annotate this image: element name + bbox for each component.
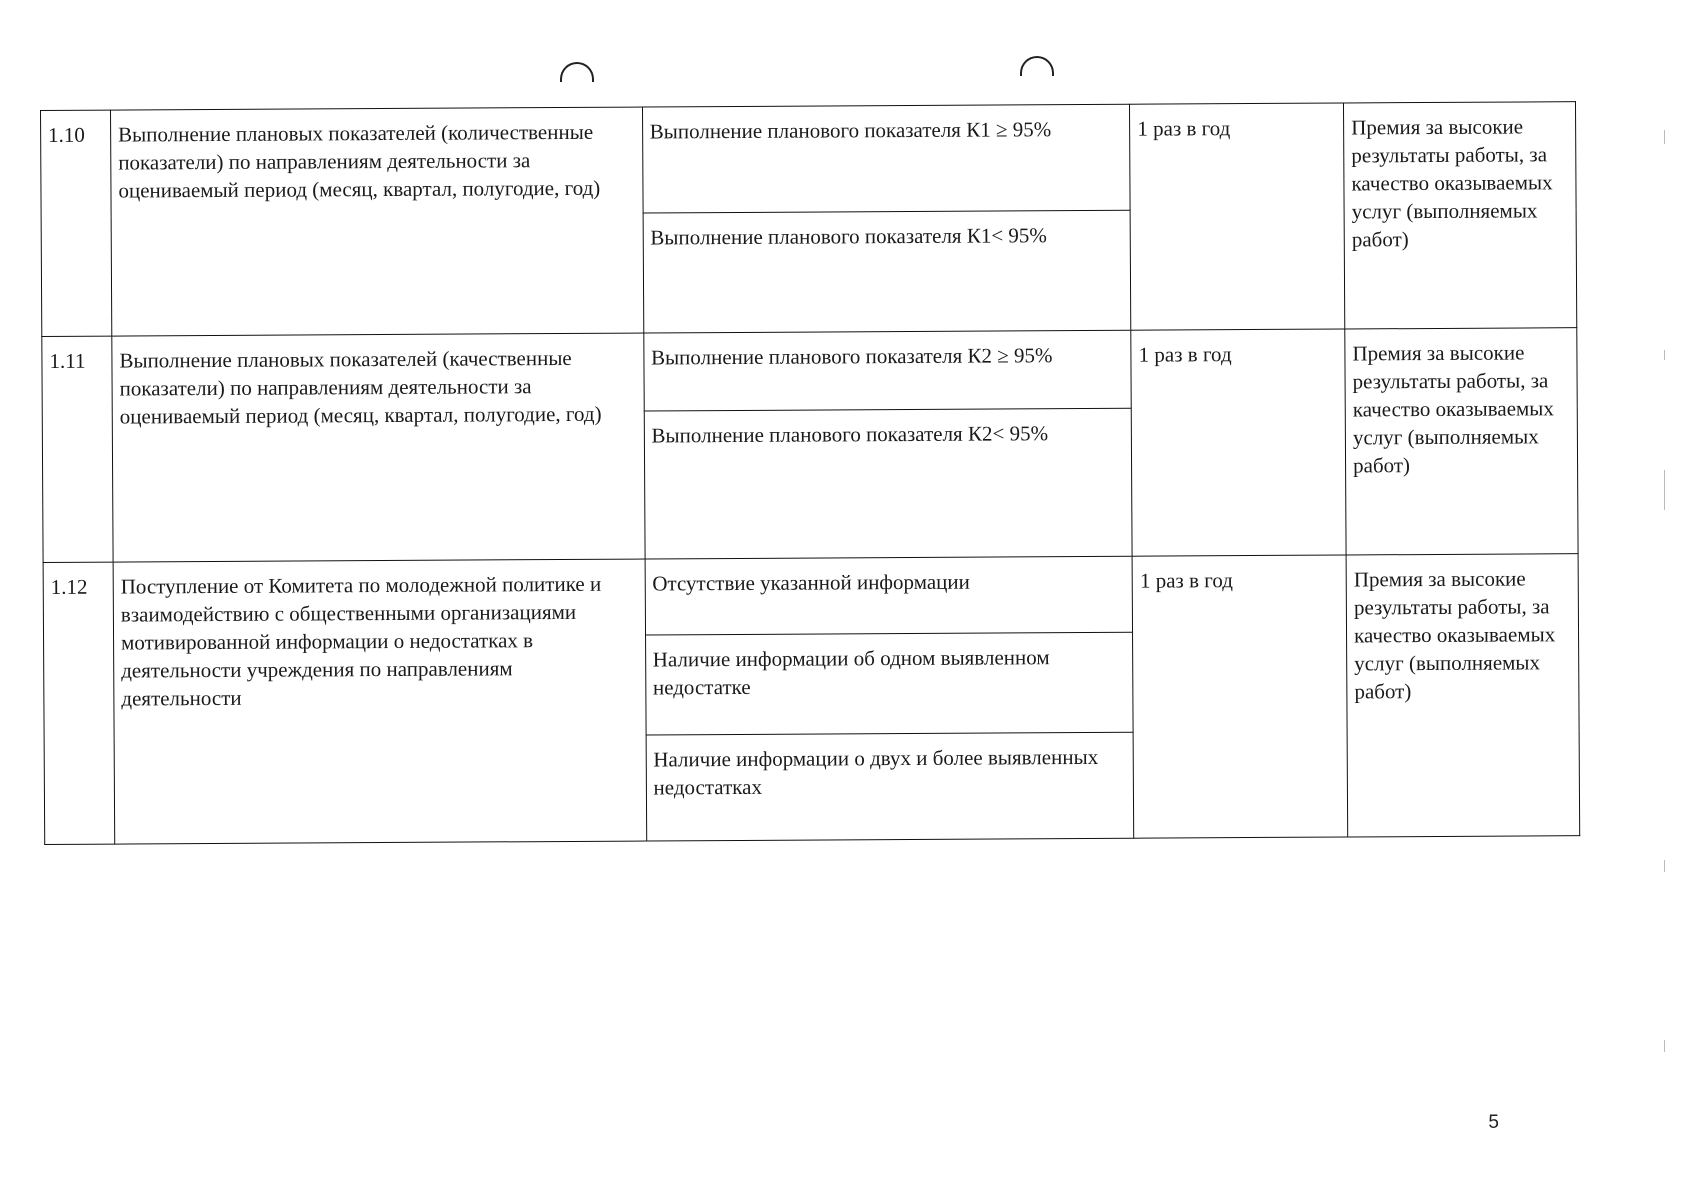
bonus-type-cell: Премия за высокие результаты работы, за качество оказываемых услуг (выполняемых работ) (1344, 102, 1577, 329)
criterion-cell: Выполнение планового показателя К1< 95% (643, 210, 1131, 333)
scan-artifact (1664, 130, 1665, 144)
bonus-type-cell: Премия за высокие результаты работы, за качество оказываемых услуг (выполняемых работ) (1346, 554, 1580, 837)
scan-artifact (1664, 1040, 1665, 1052)
criterion-cell: Выполнение планового показателя К1 ≥ 95% (642, 104, 1130, 213)
row-number: 1.12 (43, 562, 115, 844)
criterion-cell: Выполнение планового показателя К2 ≥ 95% (643, 330, 1131, 411)
criterion-cell: Отсутствие указанной информации (645, 556, 1133, 635)
indicator-description: Выполнение плановых показателей (количественные показатели) по направлениям деятельности за оцениваемый период (месяц, квартал, полугодие, год) (110, 107, 643, 336)
scan-artifact (1664, 350, 1665, 360)
criterion-cell: Выполнение планового показателя К2< 95% (644, 408, 1132, 559)
table-row-1-12 (43, 554, 1578, 639)
table-row-1-11 (42, 328, 1577, 415)
frequency-cell: 1 раз в год (1130, 103, 1345, 330)
binder-hole-mark (1020, 56, 1054, 76)
indicator-description: Поступление от Комитета по молодежной политике и взаимодействию с общественными организациями мотивированной информации о недостатках в деятельности учреждения по направлениям деятельности (113, 559, 646, 844)
frequency-cell: 1 раз в год (1131, 329, 1346, 556)
table-row-1-10 (41, 102, 1577, 217)
bonus-type-cell: Премия за высокие результаты работы, за качество оказываемых услуг (выполняемых работ) (1345, 328, 1578, 555)
scan-artifact (1664, 860, 1665, 872)
criterion-cell: Наличие информации о двух и более выявленных недостатках (646, 732, 1134, 841)
criterion-cell: Наличие информации об одном выявленном недостатке (645, 632, 1133, 735)
scan-artifact (1664, 470, 1665, 510)
row-number: 1.10 (41, 110, 112, 336)
criteria-table (40, 101, 1580, 845)
page-number: 5 (1488, 1112, 1499, 1133)
binder-hole-mark (560, 62, 594, 82)
indicator-description: Выполнение плановых показателей (качественные показатели) по направлениям деятельности за оцениваемый период (месяц, квартал, полугодие, год) (112, 333, 645, 562)
row-number: 1.11 (42, 336, 113, 562)
frequency-cell: 1 раз в год (1132, 555, 1347, 838)
